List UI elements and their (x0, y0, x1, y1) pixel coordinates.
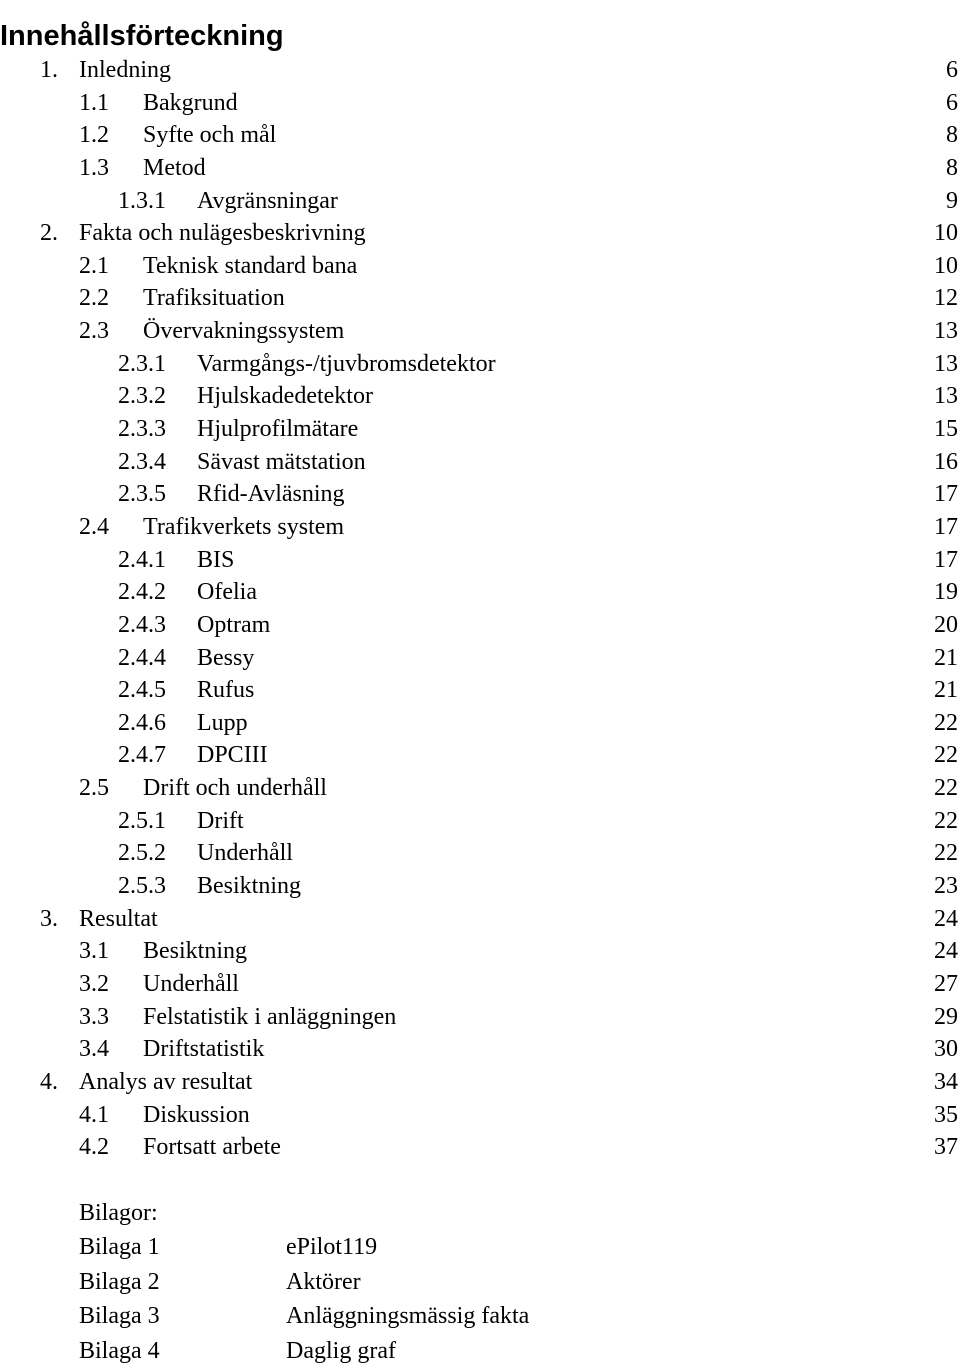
toc-entry-title: Drift och underhåll (143, 775, 327, 802)
appendix-item-title: Anläggningsmässig fakta (286, 1303, 530, 1330)
toc-entry-page-number: 6 (946, 89, 958, 116)
toc-entry-number: 3.3 (79, 1003, 109, 1030)
toc-entry-page-number: 19 (934, 579, 958, 606)
toc-entry[interactable] (0, 446, 960, 479)
toc-entry[interactable] (0, 87, 960, 120)
toc-entry-page-number: 8 (946, 122, 958, 149)
toc-entry-title: Hjulprofilmätare (197, 416, 359, 443)
toc-entry[interactable] (0, 968, 960, 1001)
toc-entry-title: Besiktning (143, 938, 248, 965)
toc-entry-page-number: 27 (934, 970, 958, 997)
toc-entry[interactable] (0, 772, 960, 805)
toc-entry-number: 2.4.7 (118, 742, 166, 769)
toc-entry-title: Resultat (79, 905, 158, 932)
toc-entry-title: Trafiksituation (143, 285, 285, 312)
toc-entry-title: Bakgrund (143, 89, 238, 116)
toc-entry-page-number: 23 (934, 873, 958, 900)
toc-entry-number: 2.5.3 (118, 873, 166, 900)
toc-entry-page-number: 37 (934, 1134, 958, 1161)
toc-entry-title: Varmgångs-/tjuvbromsdetektor (197, 350, 496, 377)
toc-entry-page-number: 20 (934, 611, 958, 638)
toc-entry-page-number: 12 (934, 285, 958, 312)
toc-entry[interactable] (0, 903, 960, 936)
toc-entry-number: 2.1 (79, 252, 109, 279)
toc-entry-title: Metod (143, 154, 206, 181)
toc-entry-number: 3.2 (79, 970, 109, 997)
toc-entry[interactable] (0, 1131, 960, 1164)
toc-entry-title: Sävast mätstation (197, 448, 366, 475)
toc-entry[interactable] (0, 413, 960, 446)
toc-entry-number: 2.4.6 (118, 709, 166, 736)
appendix-item-title: Daglig graf (286, 1338, 396, 1365)
toc-entry-number: 2.4.3 (118, 611, 166, 638)
appendix-item-label: Bilaga 1 (79, 1234, 160, 1260)
toc-entry-number: 2.3.4 (118, 448, 166, 475)
toc-entry-number: 2.5 (79, 775, 109, 802)
toc-entry[interactable] (0, 1066, 960, 1099)
toc-entry-title: Rfid-Avläsning (197, 481, 345, 508)
toc-entry-title: Övervakningssystem (143, 318, 345, 345)
toc-entry-number: 2.3.3 (118, 416, 166, 443)
toc-entry-page-number: 13 (934, 350, 958, 377)
toc-entry-page-number: 21 (934, 644, 958, 671)
toc-entry-number: 1. (40, 57, 58, 83)
toc-entry-title: Driftstatistik (143, 1036, 265, 1063)
toc-entry-number: 1.3.1 (118, 187, 166, 214)
toc-entry-number: 3.1 (79, 938, 109, 965)
toc-entry[interactable] (0, 576, 960, 609)
toc-entry[interactable] (0, 1099, 960, 1132)
toc-entry[interactable] (0, 935, 960, 968)
appendix-item[interactable] (0, 1230, 960, 1265)
toc-entry-page-number: 10 (934, 220, 958, 247)
toc-entry[interactable] (0, 54, 960, 87)
toc-entry-page-number: 10 (934, 252, 958, 279)
toc-entry-title: Rufus (197, 677, 255, 704)
toc-entry-page-number: 22 (934, 742, 958, 769)
toc-entry[interactable] (0, 152, 960, 185)
toc-entry-title: Analys av resultat (79, 1068, 253, 1095)
toc-entry-title: Hjulskadedetektor (197, 383, 373, 410)
toc-entry-number: 2.3.5 (118, 481, 166, 508)
appendix-item[interactable] (0, 1299, 960, 1334)
toc-entry-number: 4. (40, 1068, 58, 1095)
toc-entry[interactable] (0, 707, 960, 740)
toc-entry[interactable] (0, 544, 960, 577)
toc-entry-title: Underhåll (143, 970, 239, 997)
toc-entry[interactable] (0, 217, 960, 250)
toc-entry-page-number: 6 (946, 57, 958, 83)
toc-entry-number: 2.3.1 (118, 350, 166, 377)
toc-entry-page-number: 17 (934, 546, 958, 573)
toc-entry-title: Felstatistik i anläggningen (143, 1003, 397, 1030)
toc-entry-page-number: 17 (934, 481, 958, 508)
toc-entry-number: 4.2 (79, 1134, 109, 1161)
toc-entry-page-number: 13 (934, 318, 958, 345)
appendix-item-label: Bilaga 2 (79, 1268, 160, 1295)
appendix-heading: Bilagor: (79, 1200, 158, 1226)
toc-entry[interactable] (0, 609, 960, 642)
toc-entry[interactable] (0, 870, 960, 903)
table-of-contents (0, 54, 960, 1164)
toc-entry-title: Lupp (197, 709, 248, 736)
appendix-item[interactable] (0, 1265, 960, 1300)
appendix-item[interactable] (0, 1334, 960, 1369)
toc-entry[interactable] (0, 1001, 960, 1034)
toc-entry-page-number: 24 (934, 905, 958, 932)
page-title: Innehållsförteckning (0, 20, 284, 53)
toc-entry-title: BIS (197, 546, 235, 573)
toc-entry-page-number: 22 (934, 775, 958, 802)
toc-entry-page-number: 17 (934, 513, 958, 540)
toc-entry-page-number: 35 (934, 1101, 958, 1128)
toc-entry[interactable] (0, 805, 960, 838)
toc-entry[interactable] (0, 282, 960, 315)
toc-entry-number: 2.4.1 (118, 546, 166, 573)
toc-entry-title: Diskussion (143, 1101, 250, 1128)
toc-entry-page-number: 16 (934, 448, 958, 475)
toc-entry-number: 2.3 (79, 318, 109, 345)
toc-entry[interactable] (0, 119, 960, 152)
toc-entry-title: Teknisk standard bana (143, 252, 358, 279)
toc-entry-number: 2.4 (79, 513, 109, 540)
toc-entry-number: 2.4.4 (118, 644, 166, 671)
toc-entry-number: 1.3 (79, 154, 109, 181)
appendix-item-label: Bilaga 4 (79, 1338, 160, 1365)
toc-entry-title: Inledning (79, 57, 171, 83)
toc-entry-page-number: 34 (934, 1068, 958, 1095)
toc-entry-page-number: 24 (934, 938, 958, 965)
toc-entry[interactable] (0, 380, 960, 413)
toc-entry-title: Trafikverkets system (143, 513, 345, 540)
toc-entry-page-number: 15 (934, 416, 958, 443)
toc-entry[interactable] (0, 837, 960, 870)
toc-entry-page-number: 30 (934, 1036, 958, 1063)
toc-entry-page-number: 22 (934, 840, 958, 867)
toc-entry-title: Besiktning (197, 873, 302, 900)
toc-entry-page-number: 29 (934, 1003, 958, 1030)
appendix-item-title: Aktörer (286, 1268, 361, 1295)
toc-entry-number: 2.5.2 (118, 840, 166, 867)
toc-entry-title: DPCIII (197, 742, 268, 769)
toc-entry-number: 2.2 (79, 285, 109, 312)
toc-entry-page-number: 9 (946, 187, 958, 214)
toc-entry-number: 1.2 (79, 122, 109, 149)
toc-entry-number: 3.4 (79, 1036, 109, 1063)
toc-entry[interactable] (0, 348, 960, 381)
toc-entry-title: Underhåll (197, 840, 293, 867)
toc-entry-number: 3. (40, 905, 58, 932)
toc-entry-title: Syfte och mål (143, 122, 277, 149)
toc-entry-page-number: 8 (946, 154, 958, 181)
toc-entry-title: Ofelia (197, 579, 257, 606)
toc-entry[interactable] (0, 642, 960, 675)
toc-entry[interactable] (0, 478, 960, 511)
appendix-item-label: Bilaga 3 (79, 1303, 160, 1330)
toc-entry-number: 2.3.2 (118, 383, 166, 410)
toc-entry-page-number: 21 (934, 677, 958, 704)
toc-entry[interactable] (0, 185, 960, 218)
toc-entry-number: 1.1 (79, 89, 109, 116)
toc-entry-title: Fakta och nulägesbeskrivning (79, 220, 366, 247)
toc-entry-title: Optram (197, 611, 271, 638)
toc-entry-title: Fortsatt arbete (143, 1134, 281, 1161)
toc-entry-title: Avgränsningar (197, 187, 338, 214)
toc-entry[interactable] (0, 315, 960, 348)
toc-entry[interactable] (0, 739, 960, 772)
toc-entry[interactable] (0, 511, 960, 544)
toc-entry[interactable] (0, 1033, 960, 1066)
toc-entry-number: 2.4.2 (118, 579, 166, 606)
toc-entry[interactable] (0, 250, 960, 283)
toc-entry-number: 2.4.5 (118, 677, 166, 704)
toc-entry-page-number: 22 (934, 807, 958, 834)
toc-entry-page-number: 13 (934, 383, 958, 410)
toc-entry[interactable] (0, 674, 960, 707)
toc-entry-title: Drift (197, 807, 244, 834)
toc-entry-number: 4.1 (79, 1101, 109, 1128)
appendix-list (0, 1230, 960, 1369)
toc-entry-title: Bessy (197, 644, 255, 671)
toc-entry-number: 2. (40, 220, 58, 247)
appendix-item-title: ePilot119 (286, 1234, 378, 1260)
toc-entry-number: 2.5.1 (118, 807, 166, 834)
toc-entry-page-number: 22 (934, 709, 958, 736)
